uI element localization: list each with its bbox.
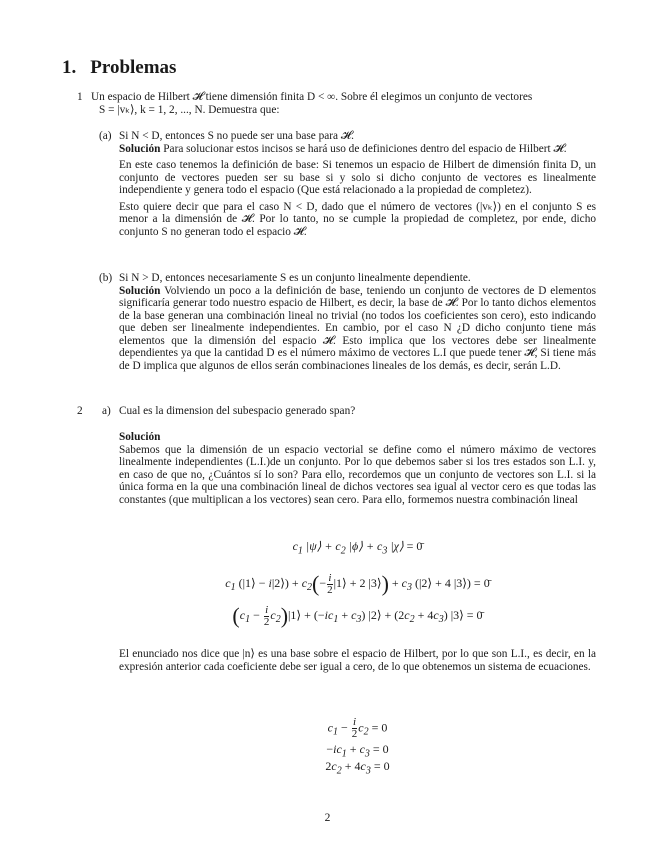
problem-2-solucion-label: Solución — [119, 431, 161, 443]
section-heading — [62, 57, 176, 79]
item-a-p2: En este caso tenemos la definición de base: Si tenemos un espacio de Hilbert de dimensión finita D, un conjunto de vectores pueden ser su base si y solo si dicho conjunto de vectores es linealmente independiente y genera todo el espacio (Que está relacionado a la propiedad de completez). — [119, 159, 596, 196]
system-eq-2: $-ic_1 + c_3 = 0$ — [326, 742, 389, 760]
item-b-body — [119, 272, 596, 372]
problem-2-question: Cual es la dimension del subespacio generado span? — [119, 405, 356, 417]
problem-1-intro-line2: S = |vₖ⟩, k = 1, 2, ..., N. Demuestra que: — [99, 103, 280, 116]
problem-2-p2: El enunciado nos dice que |n⟩ es una base sobre el espacio de Hilbert, por lo que son L.I., es decir, en la expresión anterior cada coeficiente debe ser igual a cero, de lo que obtenemos un sistema de ecuaciones. — [119, 648, 596, 673]
equation-expanded: $c_1$ (|1⟩ − i|2⟩) + $c_2(-$ $\frac{i}{2}$ |1⟩ + 2 |3⟩) + $c_3$ (|2⟩ + 4 |3⟩) = 0̄ — [225, 571, 490, 596]
item-a-statement: Si N < D, entonces S no puede ser una base para 𝓗. — [119, 130, 354, 142]
equation-grouped: ($c_1$ − $\frac{i}{2}$ $c_2)|1⟩ + (-ic_1 + c_3)$ |2⟩ + $(2c_2 + 4c_3)$ |3⟩ = 0̄ — [232, 603, 483, 628]
item-b-statement: Si N > D, entonces necesariamente S es un conjunto linealmente dependiente. — [119, 272, 471, 284]
page-number: 2 — [324, 812, 331, 824]
section-title: Problemas — [90, 57, 177, 78]
equation-combination: $c_1$ |ψ⟩ + $c_2$ |ϕ⟩ + $c_3$ |χ⟩ = 0̄ — [292, 539, 423, 557]
item-a-p1: Para solucionar estos incisos se hará uso de definiciones dentro del espacio de Hilbert 𝓗. — [163, 142, 567, 155]
item-a-body — [119, 130, 596, 238]
system-eq-3: $2c_2 + 4c_3 = 0$ — [325, 759, 390, 777]
item-a-label: (a) — [99, 130, 112, 142]
item-a-p3: Esto quiere decir que para el caso N < D, dado que el número de vectores (|vₖ⟩) en el conjunto S es menor a la dimensión de 𝓗. Por lo tanto, no se cumple la propiedad de completez, por ende, dicho conjunto S no generan todo el espacio 𝓗. — [119, 200, 596, 238]
problem-2-p1: Sabemos que la dimensión de un espacio vectorial se define como el número máximo de vectores linealmente independientes (L.I.)de un conjunto. Por lo que debemos saber si los tres estados son L.I. y, en caso de que no, ¿Cuántos sí lo son? Para ello, recordemos que un conjunto de vectores son L.I. si la única forma en la que una combinación lineal de dichos vectores sea igual al vector cero es que todas las constantes (que multiplican a los vectores) sean cero. Para ello, formemos nuestra combinación lineal — [119, 443, 596, 506]
problem-2-number: 2 — [77, 405, 83, 417]
system-eq-1: $c_1$ − $\frac{i}{2}$ $c_2 = 0$ — [327, 716, 388, 740]
problem-2-solution — [119, 431, 596, 506]
problem-1-intro-line1: Un espacio de Hilbert 𝓗 tiene dimensión finita D < ∞. Sobre él elegimos un conjunto de vectores — [91, 91, 533, 103]
item-a-solucion-label: Solución — [119, 142, 161, 155]
item-b-p1: Volviendo un poco a la definición de base, teniendo un conjunto de vectores de D elementos significaría generar todo nuestro espacio de Hilbert, es decir, la base de 𝓗. Por lo tanto dichos elementos de la base generan una combinación lineal no trivial (no todos los coeficientes son cero), esto indicando que deben ser linealmente independientes. En cambio, por el caso N ¿D dicho conjunto tiene más elementos que la dimensión del espacio 𝓗. Esto implica que los vectores debe ser linealmente dependientes ya que la cantidad D es el número máximo de vectores L.I que puede tener 𝓗, Si tiene más de D implica que algunos de ellos serán combinaciones lineales de los demás, es decir, serán L.D. — [119, 284, 597, 372]
item-b-label: (b) — [99, 272, 113, 284]
problem-1-intro — [91, 91, 596, 116]
item-b-solucion-label: Solución — [119, 284, 161, 297]
problem-2-a-label: a) — [102, 405, 111, 417]
section-number: 1. — [62, 57, 77, 78]
problem-1-number: 1 — [77, 91, 83, 103]
